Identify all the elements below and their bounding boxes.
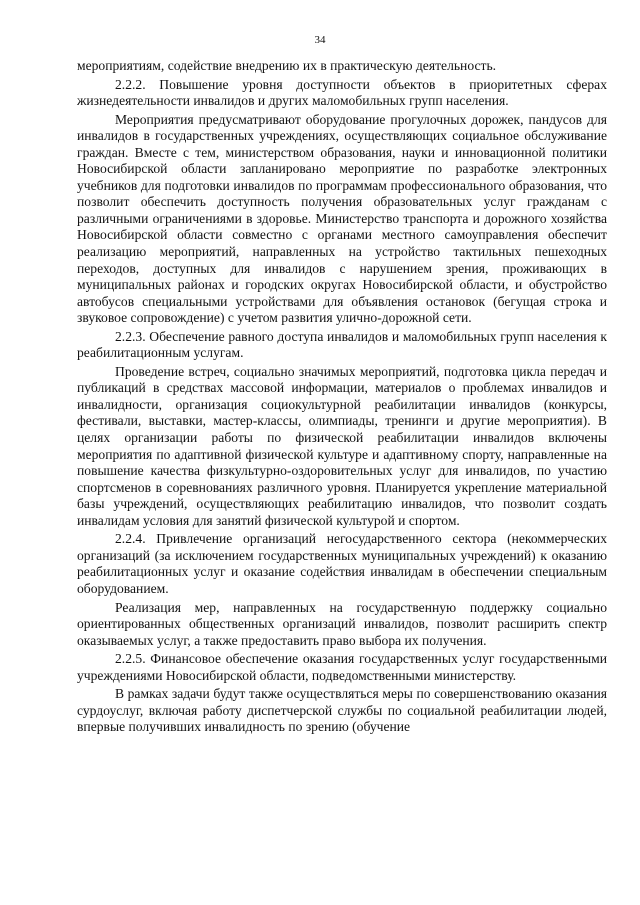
paragraph-section-2-2-2: 2.2.2. Повышение уровня доступности объектов в приоритетных сферах жизнедеятельности инвалидов и других маломобильных групп населения.: [77, 76, 607, 109]
page-number: 34: [314, 34, 326, 46]
paragraph-section-2-2-5: 2.2.5. Финансовое обеспечение оказания государственных услуг государственными учреждениями Новосибирской области, подведомственными министерству.: [77, 651, 607, 683]
page-body: [77, 58, 607, 738]
paragraph-section-2-2-4: 2.2.4. Привлечение организаций негосударственного сектора (некоммерческих организаций (за исключением государственных муниципальных учреждений) к оказанию реабилитационных услуг и оказание содействия инвалидам в обеспечении специальным оборудованием.: [77, 531, 607, 596]
paragraph-sign-language-services: В рамках задачи будут также осуществляться меры по совершенствованию оказания сурдоуслуг, включая работу диспетчерской службы по социальной реабилитации людей, впервые получивших инвалидность по зрению (обучение: [77, 686, 607, 735]
paragraph-events-rehabilitation: Проведение встреч, социально значимых мероприятий, подготовка цикла передач и публикаций в средствах массовой информации, материалов о проблемах инвалидов и инвалидности, организация социокультурной реабилитации инвалидов (конкурсы, фестивали, выставки, мастер-классы, олимпиады, тренинги и другие мероприятия). В целях организации работы по физической реабилитации инвалидов включены мероприятия по адаптивной физической культуре и адаптивному спорту, направленные на повышение качества физкультурно-оздоровительных услуг для инвалидов, по участию спортсменов в соревнованиях различного уровня. Планируется укрепление материальной базы учреждений, осуществляющих реабилитацию инвалидов, что позволит создать инвалидам условия для занятий физической культурой и спортом.: [77, 363, 607, 528]
paragraph-continuation: мероприятиям, содействие внедрению их в практическую деятельность.: [77, 58, 497, 73]
paragraph-state-support: Реализация мер, направленных на государственную поддержку социально ориентированных общественных организаций инвалидов, позволит расширить спектр оказываемых услуг, а также предоставить право выбора их получения.: [77, 599, 607, 648]
paragraph-measures-accessibility: Мероприятия предусматривают оборудование прогулочных дорожек, пандусов для инвалидов в государственных учреждениях, осуществляющих социальное обслуживание граждан. Вместе с тем, министерством образования, науки и инновационной политики Новосибирской области запланировано мероприятие по разработке электронных учебников для подготовки инвалидов по программам профессионального образования, что позволит обеспечить доступность получения образовательных услуг гражданам с различными ограничениями в здоровье. Министерство транспорта и дорожного хозяйства Новосибирской области совместно с органами местного самоуправления обеспечит реализацию мероприятий, направленных на устройство тактильных пешеходных переходов, доступных для инвалидов с нарушением зрения, проживающих в муниципальных районах и городских округах Новосибирской области, и обустройство автобусов специальными устройствами для объявления остановок (бегущая строка и звуковое сопровождение) с учетом развития улично-дорожной сети.: [77, 111, 607, 326]
paragraph-section-2-2-3: 2.2.3. Обеспечение равного доступа инвалидов и маломобильных групп населения к реабилитационным услугам.: [77, 328, 607, 361]
